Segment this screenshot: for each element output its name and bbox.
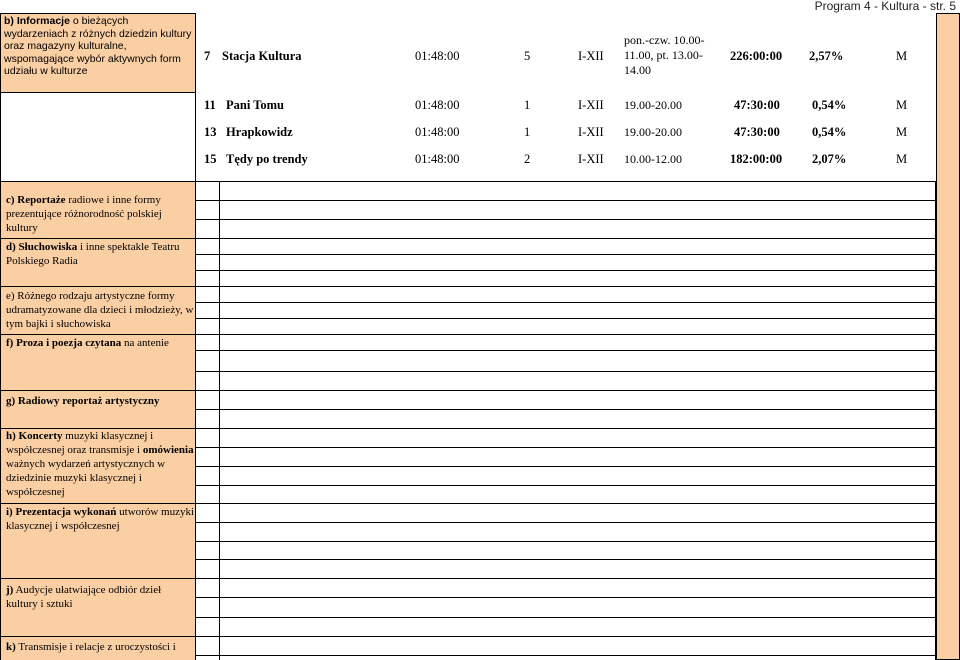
grid-row-line xyxy=(195,617,936,618)
grid-line xyxy=(935,181,936,660)
divider xyxy=(0,286,196,287)
section-k-label: k) Transmisje i relacje z uroczystości i xyxy=(6,641,176,653)
section-e-label: e) Różnego rodzaju artystyczne formy udramatyzowane dla dzieci i młodzieży, w tym bajki i słuchowiska xyxy=(6,290,194,330)
section-b-label: b) Informacje o bieżących wydarzeniach z różnych dziedzin kultury oraz magazyny kulturalne, wspomagające wybór aktywnych form udziału w kulturze xyxy=(4,15,192,77)
grid-row-line xyxy=(195,578,936,579)
grid-row-line xyxy=(195,200,936,201)
section-j-label: j) Audycje ułatwiające odbiór dzieł kultury i sztuki xyxy=(6,584,162,610)
section-d-label: d) Słuchowiska i inne spektakle Teatru Polskiego Radia xyxy=(6,241,180,267)
grid-row-line xyxy=(195,371,936,372)
grid-row-line xyxy=(195,559,936,560)
grid-row-line xyxy=(195,286,936,287)
page-label: Program 4 - Kultura - str. 5 xyxy=(814,0,956,13)
divider xyxy=(0,238,196,239)
divider xyxy=(0,181,196,182)
divider xyxy=(0,13,196,14)
grid-row-line xyxy=(195,302,936,303)
grid-row-line xyxy=(195,238,936,239)
divider xyxy=(0,334,196,335)
grid-row-line xyxy=(195,541,936,542)
divider xyxy=(0,503,196,504)
divider xyxy=(0,578,196,579)
grid-row-line xyxy=(195,636,936,637)
grid-row-line xyxy=(195,466,936,467)
divider xyxy=(0,390,196,391)
grid-row-line xyxy=(195,522,936,523)
grid-row-line xyxy=(195,503,936,504)
grid-row-line xyxy=(195,485,936,486)
section-g-label: g) Radiowy reportaż artystyczny xyxy=(6,395,160,407)
grid-row-line xyxy=(195,254,936,255)
section-c-label: c) Reportaże radiowe i inne formy prezentujące różnorodność polskiej kultury xyxy=(6,194,162,234)
grid-row-line xyxy=(195,334,936,335)
grid-line xyxy=(219,181,220,660)
grid-row-line xyxy=(195,181,936,182)
grid-row-line xyxy=(195,655,936,656)
grid-row-line xyxy=(195,390,936,391)
grid-row-line xyxy=(195,597,936,598)
section-h-label: h) Koncerty muzyki klasycznej i współczesnej oraz transmisje i omówienia ważnych wydarzeń artystycznych w dziedzinie muzyki klasycznej i współczesnej xyxy=(6,430,194,498)
grid-row-line xyxy=(195,318,936,319)
grid-row-line xyxy=(195,428,936,429)
divider xyxy=(0,92,196,93)
right-margin-column xyxy=(936,13,960,660)
grid-line xyxy=(195,181,196,660)
grid-row-line xyxy=(195,219,936,220)
divider xyxy=(0,636,196,637)
grid-row-line xyxy=(195,409,936,410)
section-f-label: f) Proza i poezja czytana na antenie xyxy=(6,337,169,349)
grid-row-line xyxy=(195,447,936,448)
grid-row-line xyxy=(195,350,936,351)
grid-row-line xyxy=(195,270,936,271)
section-i-label: i) Prezentacja wykonań utworów muzyki klasycznej i współczesnej xyxy=(6,506,195,532)
